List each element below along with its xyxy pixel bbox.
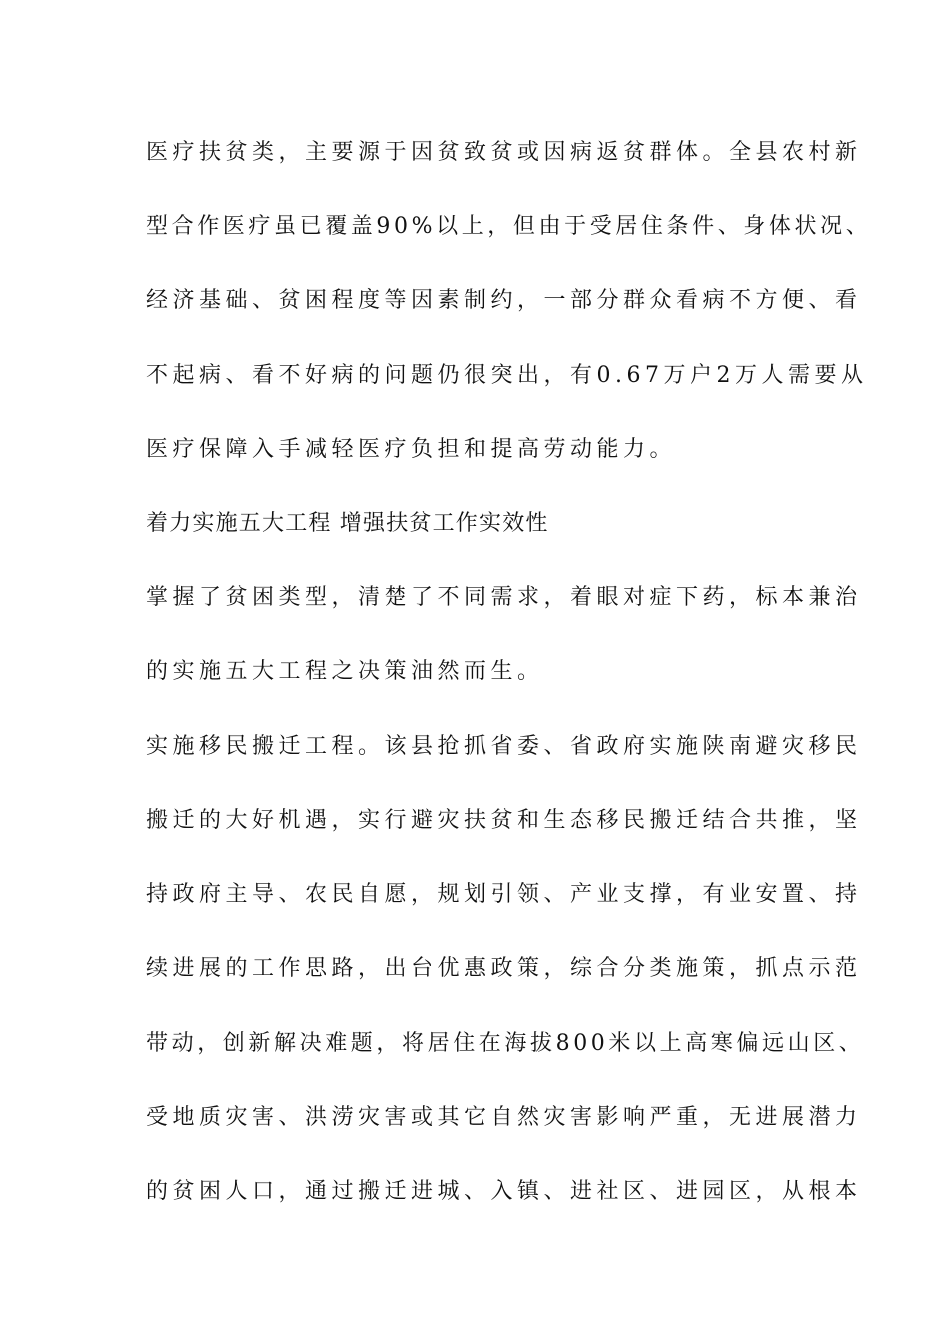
paragraph-line: 搬迁的大好机遇，实行避灾扶贫和生态移民搬迁结合共推，坚	[146, 808, 862, 833]
paragraph-line: 医疗扶贫类，主要源于因贫致贫或因病返贫群体。全县农村新	[146, 140, 862, 165]
paragraph-line: 实施移民搬迁工程。该县抢抓省委、省政府实施陕南避灾移民	[146, 734, 862, 759]
paragraph-line: 带动，创新解决难题，将居住在海拔800米以上高寒偏远山区、	[146, 1031, 865, 1056]
paragraph-line: 不起病、看不好病的问题仍很突出，有0.67万户2万人需要从	[146, 363, 868, 388]
paragraph-line: 掌握了贫困类型，清楚了不同需求，着眼对症下药，标本兼治	[146, 585, 862, 610]
section-heading: 着力实施五大工程 增强扶贫工作实效性	[146, 511, 549, 536]
paragraph-line: 的贫困人口，通过搬迁进城、入镇、进社区、进园区，从根本	[146, 1179, 862, 1204]
paragraph-line: 受地质灾害、洪涝灾害或其它自然灾害影响严重，无进展潜力	[146, 1105, 862, 1130]
paragraph-line: 的实施五大工程之决策油然而生。	[146, 659, 544, 684]
paragraph-line: 型合作医疗虽已覆盖90%以上，但由于受居住条件、身体状况、	[146, 214, 872, 239]
paragraph-line: 续进展的工作思路，出台优惠政策，综合分类施策，抓点示范	[146, 956, 862, 981]
paragraph-line: 医疗保障入手减轻医疗负担和提高劳动能力。	[146, 437, 677, 462]
paragraph-line: 持政府主导、农民自愿，规划引领、产业支撑，有业安置、持	[146, 882, 862, 907]
paragraph-line: 经济基础、贫困程度等因素制约，一部分群众看病不方便、看	[146, 288, 862, 313]
